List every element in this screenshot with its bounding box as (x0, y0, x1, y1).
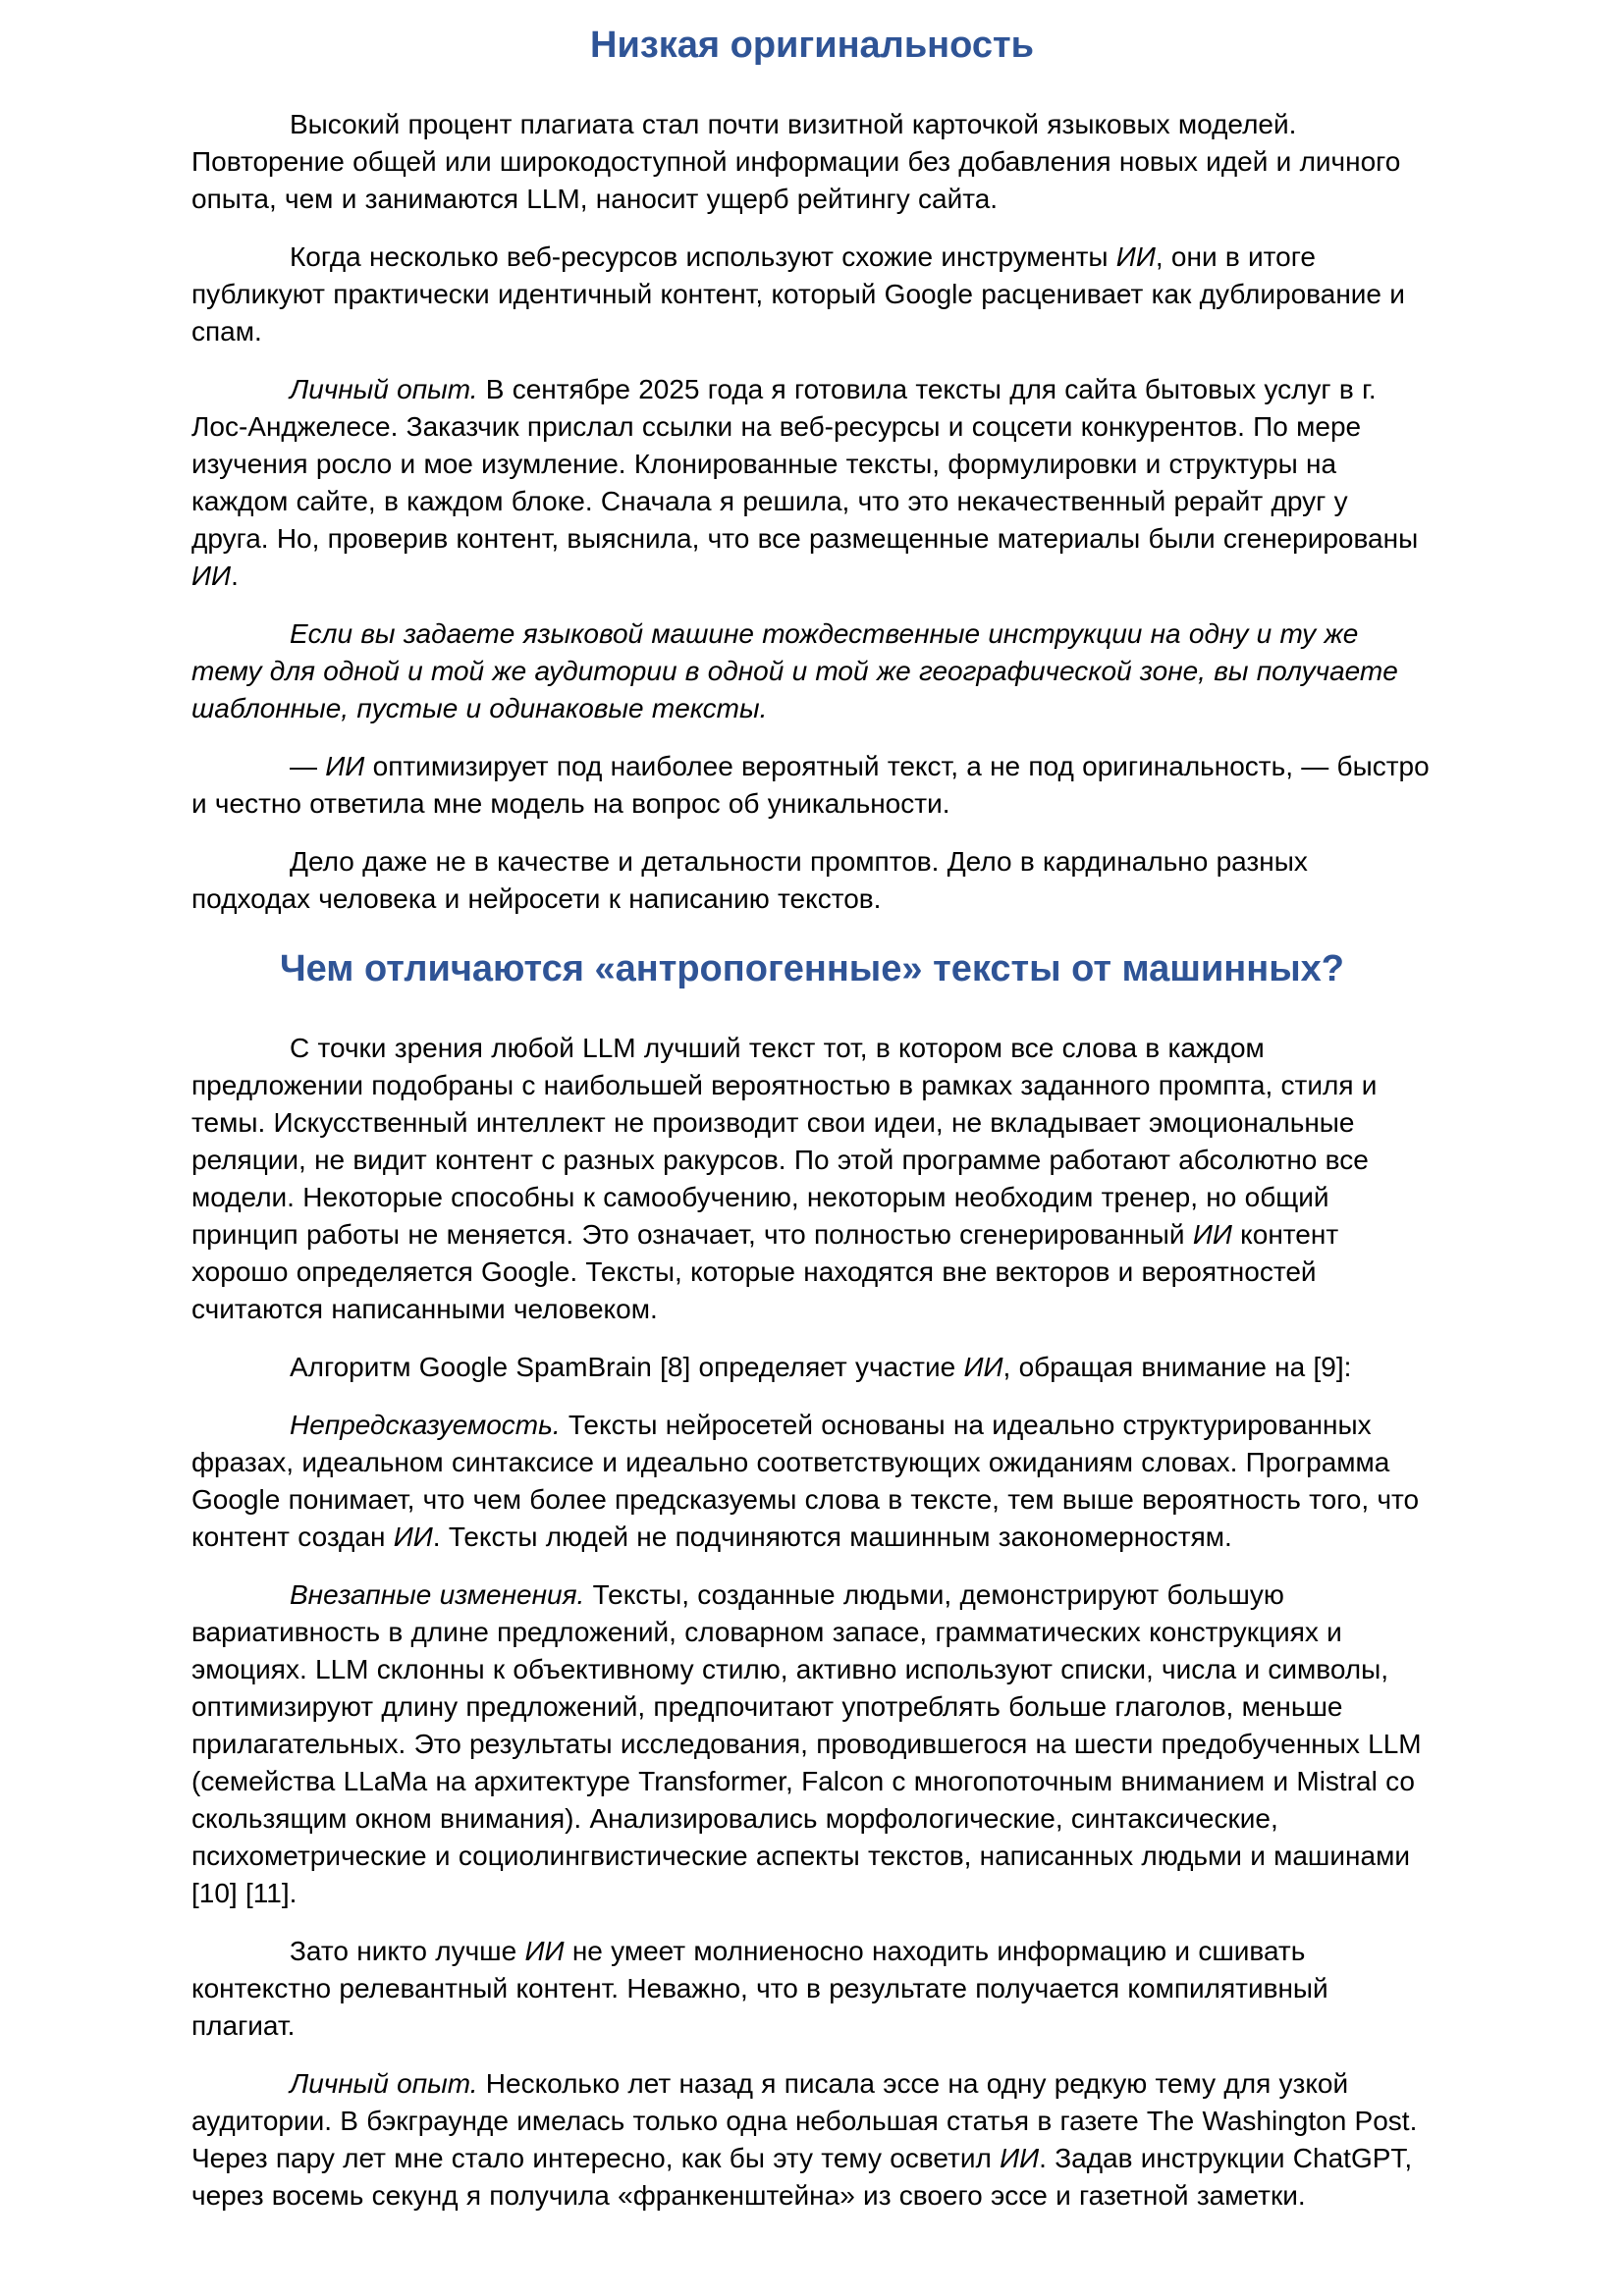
paragraph (191, 1933, 1433, 2045)
italic-text-run: ИИ (1000, 2143, 1040, 2173)
text-run: Тексты, созданные людьми, демонстрируют большую вариативность в длине предложений, словарном запасе, грамматических конструкциях и эмоциях. LLM склонны к объективному стилю, активно используют списки, числа и символы, оптимизируют длину предложений, предпочитают употреблять больше глаголов, меньше прилагательных. Это результаты исследования, проводившегося на шести предобученных LLM (семейства LLaMa на архитектуре Transformer, Falcon с многопоточным вниманием и Mistral со скользящим окном внимания). Анализировались морфологические, синтаксические, психометрические и социолингвистические аспекты текстов, написанных людьми и машинами [10] [11]. (191, 1579, 1422, 1908)
text-run: . Задав инструкции ChatGPT, через восемь секунд я получила «франкенштейна» из своего эссе и газетной заметки. (191, 2143, 1413, 2211)
italic-text-run: Внезапные изменения. (290, 1579, 585, 1610)
paragraph (191, 843, 1433, 918)
section-heading: Низкая оригинальность (590, 25, 1034, 66)
italic-text-run: ИИ (524, 1936, 565, 1966)
text-run: Зато никто лучше (290, 1936, 525, 1966)
paragraph (191, 371, 1433, 595)
text-run: Алгоритм Google SpamBrain [8] определяет участие (290, 1352, 964, 1382)
paragraph (191, 239, 1433, 350)
text-run: . Тексты людей не подчиняются машинным закономерностям. (432, 1522, 1232, 1552)
text-run: контент хорошо определяется Google. Тексты, которые находятся вне векторов и вероятностей считаются написанными человеком. (191, 1219, 1339, 1324)
italic-text-run: Если вы задаете языковой машине тождественные инструкции на одну и ту же тему для одной и той же аудитории в одной и той же географической зоне, вы получаете шаблонные, пустые и одинаковые тексты. (191, 618, 1398, 723)
text-run: С точки зрения любой LLM лучший текст тот, в котором все слова в каждом предложении подобраны с наибольшей вероятностью в рамках заданного промпта, стиля и темы. Искусственный интеллект не производит свои идеи, не вкладывает эмоциональные реляции, не видит контент с разных ракурсов. По этой программе работают абсолютно все модели. Некоторые способны к самообучению, некоторым необходим тренер, но общий принцип работы не меняется. Это означает, что полностью сгенерированный (191, 1033, 1378, 1250)
text-run: — (290, 751, 326, 781)
italic-text-run: ИИ (963, 1352, 1003, 1382)
text-run: не умеет молниеносно находить информацию и сшивать контекстно релевантный контент. Неважно, что в результате получается компилятивный плагиат. (191, 1936, 1328, 2041)
italic-text-run: Личный опыт. (290, 374, 478, 404)
text-run: В сентябре 2025 года я готовила тексты для сайта бытовых услуг в г. Лос-Анджелесе. Заказчик прислал ссылки на веб-ресурсы и соцсети конкурентов. По мере изучения росло и мое изумление. Клонированные тексты, формулировки и структуры на каждом сайте, в каждом блоке. Сначала я решила, что это некачественный рерайт друг у друга. Но, проверив контент, выяснила, что все размещенные материалы были сгенерированы (191, 374, 1419, 554)
text-run: Несколько лет назад я писала эссе на одну редкую тему для узкой аудитории. В бэкграунде имелась только одна небольшая статья в газете The Washington Post. Через пару лет мне стало интересно, как бы эту тему осветил (191, 2068, 1418, 2173)
text-run: , обращая внимание на [9]: (1002, 1352, 1352, 1382)
section-heading: Чем отличаются «антропогенные» тексты от машинных? (279, 948, 1345, 989)
italic-text-run: ИИ (191, 561, 232, 591)
paragraph (191, 1407, 1433, 1556)
paragraph (191, 1576, 1433, 1912)
text-run: . (231, 561, 239, 591)
text-run: Тексты нейросетей основаны на идеально структурированных фразах, идеальном синтаксисе и идеально соответствующих ожиданиям словах. Программа Google понимает, что чем более предсказуемы слова в тексте, тем выше вероятность того, что контент создан (191, 1410, 1420, 1552)
italic-text-run: ИИ (1192, 1219, 1232, 1250)
paragraph (191, 1030, 1433, 1328)
italic-text-run: ИИ (1115, 241, 1156, 272)
paragraph (191, 1349, 1433, 1386)
italic-text-run: ИИ (325, 751, 365, 781)
text-run: оптимизирует под наиболее вероятный текст, а не под оригинальность, — быстро и честно ответила мне модель на вопрос об уникальности. (191, 751, 1430, 819)
paragraph (191, 106, 1433, 218)
text-run: Когда несколько веб-ресурсов используют схожие инструменты (290, 241, 1116, 272)
text-run: Дело даже не в качестве и детальности промптов. Дело в кардинально разных подходах человека и нейросети к написанию текстов. (191, 846, 1308, 914)
paragraph (191, 615, 1433, 727)
italic-text-run: Личный опыт. (290, 2068, 478, 2099)
paragraph (191, 2065, 1433, 2215)
text-run: Высокий процент плагиата стал почти визитной карточкой языковых моделей. Повторение общей или широкодоступной информации без добавления новых идей и личного опыта, чем и занимаются LLM, наносит ущерб рейтингу сайта. (191, 109, 1401, 214)
italic-text-run: ИИ (393, 1522, 433, 1552)
text-run: , они в итоге публикуют практически идентичный контент, который Google расценивает как дублирование и спам. (191, 241, 1405, 347)
italic-text-run: Непредсказуемость. (290, 1410, 561, 1440)
paragraph (191, 748, 1433, 823)
